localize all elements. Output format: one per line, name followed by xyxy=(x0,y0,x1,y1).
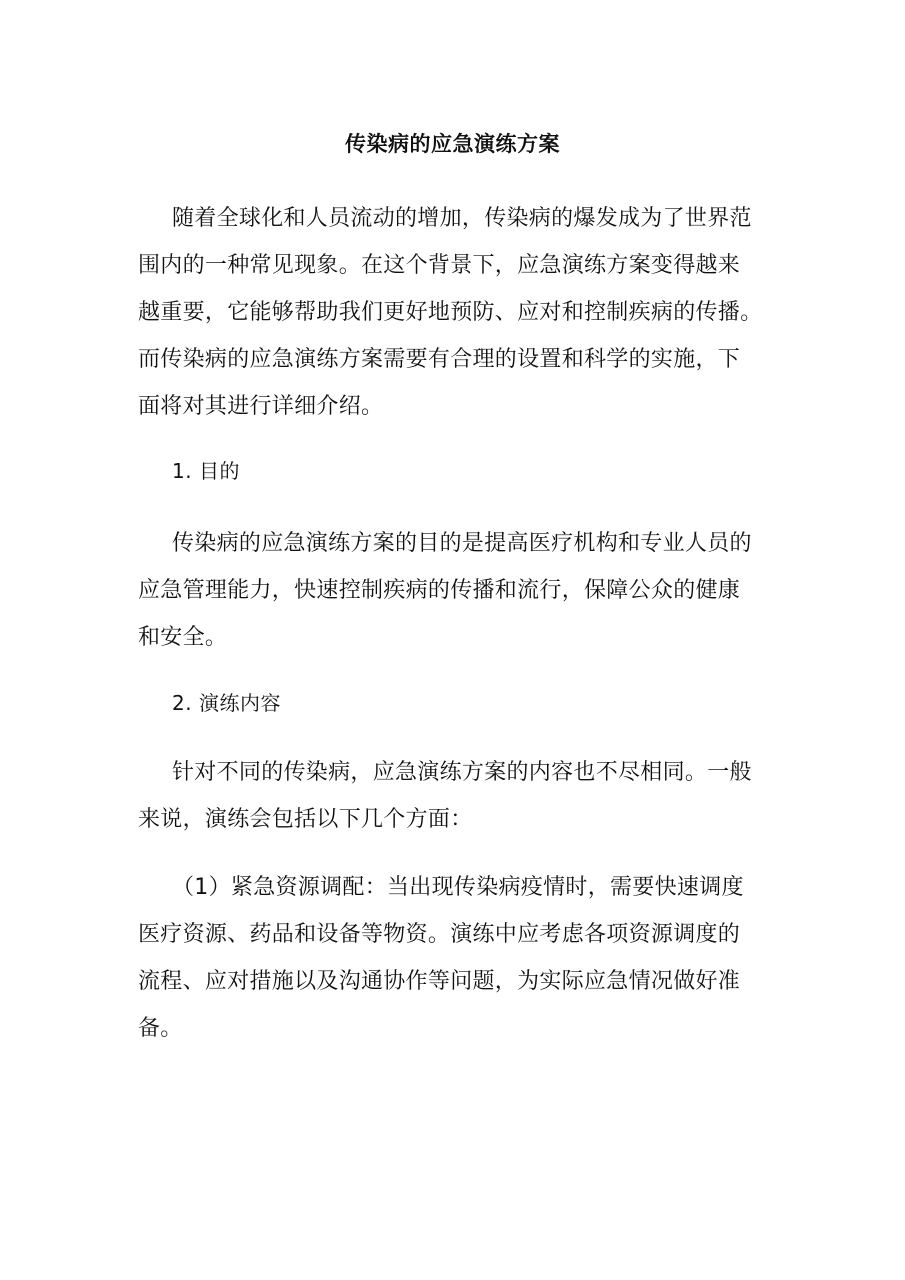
section-heading-content: 2. 演练内容 xyxy=(172,691,281,715)
content-paragraph xyxy=(138,749,788,843)
item-line: 流程、应对措施以及沟通协作等问题，为实际应急情况做好准 xyxy=(138,969,741,994)
intro-line: 越重要，它能够帮助我们更好地预防、应对和控制疾病的传播。 xyxy=(138,300,763,325)
section-heading-purpose: 1. 目的 xyxy=(172,459,240,483)
item-line: 医疗资源、药品和设备等物资。演练中应考虑各项资源调度的 xyxy=(138,922,741,947)
document-title: 传染病的应急演练方案 xyxy=(345,132,560,156)
intro-paragraph xyxy=(138,195,788,430)
intro-line: 面将对其进行详细介绍。 xyxy=(138,394,384,419)
item-line: （1）紧急资源调配：当出现传染病疫情时，需要快速调度 xyxy=(172,875,744,900)
purpose-line: 和安全。 xyxy=(138,625,228,650)
purpose-line: 应急管理能力，快速控制疾病的传播和流行，保障公众的健康 xyxy=(138,578,741,603)
intro-line: 而传染病的应急演练方案需要有合理的设置和科学的实施，下 xyxy=(138,347,741,372)
purpose-line: 传染病的应急演练方案的目的是提高医疗机构和专业人员的 xyxy=(172,531,752,556)
item-line: 备。 xyxy=(138,1016,183,1041)
content-line: 针对不同的传染病，应急演练方案的内容也不尽相同。一般 xyxy=(172,760,752,785)
purpose-paragraph xyxy=(138,520,788,661)
item-emergency-resources xyxy=(138,864,788,1052)
intro-line: 随着全球化和人员流动的增加，传染病的爆发成为了世界范 xyxy=(172,206,752,231)
content-line: 来说，演练会包括以下几个方面： xyxy=(138,807,473,832)
intro-line: 围内的一种常见现象。在这个背景下，应急演练方案变得越来 xyxy=(138,253,741,278)
